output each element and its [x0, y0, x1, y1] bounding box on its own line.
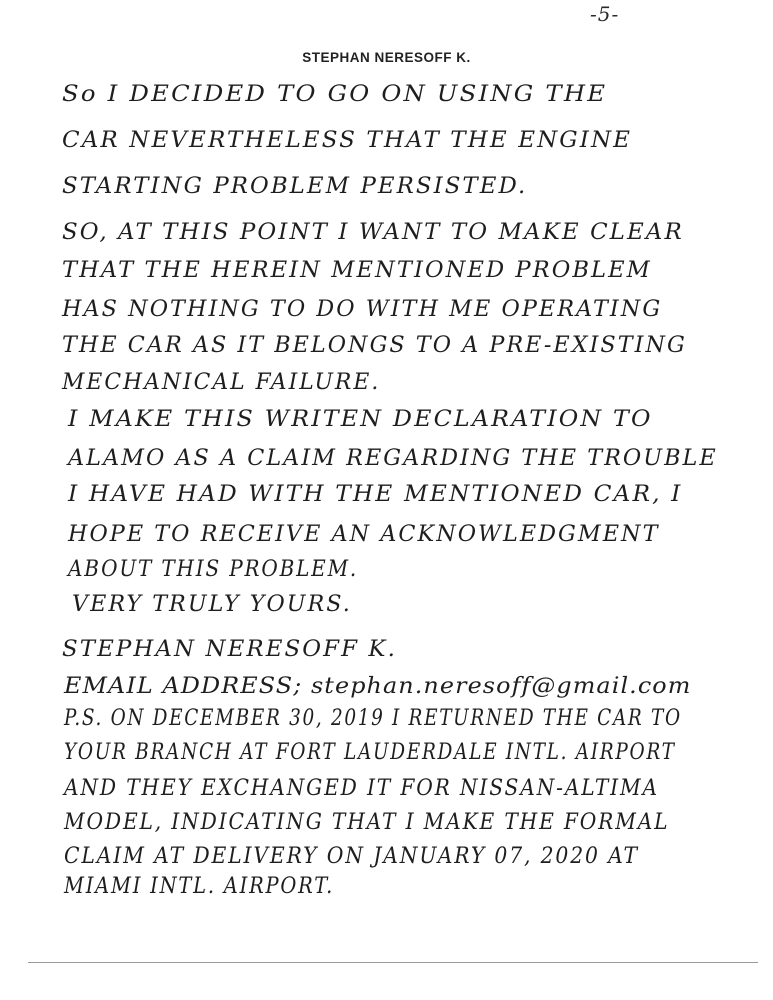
- handwritten-email-line: EMAIL ADDRESS; stephan.neresoff@gmail.com: [64, 674, 692, 699]
- handwritten-line-4: SO, AT THIS POINT I WANT TO MAKE CLEAR: [62, 220, 684, 245]
- handwritten-line-2: CAR NEVERTHELESS THAT THE ENGINE: [62, 128, 633, 153]
- letterhead-name: STEPHAN NERESOFF K.: [302, 50, 471, 65]
- handwritten-line-18: YOUR BRANCH AT FORT LAUDERDALE INTL. AIRPORT: [64, 740, 676, 765]
- handwritten-line-17: P.S. ON DECEMBER 30, 2019 I RETURNED THE CAR TO: [64, 706, 682, 731]
- handwritten-line-1: So I DECIDED TO GO ON USING THE: [62, 82, 608, 107]
- handwritten-line-7: THE CAR AS IT BELONGS TO A PRE-EXISTING: [62, 333, 687, 358]
- handwritten-line-19: AND THEY EXCHANGED IT FOR NISSAN-ALTIMA: [64, 776, 659, 801]
- handwritten-line-12: HOPE TO RECEIVE AN ACKNOWLEDGMENT: [68, 522, 660, 547]
- handwritten-line-14: VERY TRULY YOURS.: [72, 592, 352, 617]
- handwritten-line-10: ALAMO AS A CLAIM REGARDING THE TROUBLE: [68, 446, 718, 471]
- handwritten-line-11: I HAVE HAD WITH THE MENTIONED CAR, I: [68, 482, 683, 507]
- handwritten-line-13: ABOUT THIS PROBLEM.: [68, 557, 359, 582]
- page-number-mark: -5-: [590, 2, 620, 26]
- handwritten-line-15: STEPHAN NERESOFF K.: [62, 637, 397, 662]
- handwritten-line-6: HAS NOTHING TO DO WITH ME OPERATING: [62, 297, 663, 322]
- handwritten-line-5: THAT THE HEREIN MENTIONED PROBLEM: [62, 258, 652, 283]
- handwritten-line-9: I MAKE THIS WRITEN DECLARATION TO: [68, 407, 653, 432]
- handwritten-line-21: CLAIM AT DELIVERY ON JANUARY 07, 2020 AT: [64, 844, 639, 869]
- page-bottom-rule: [28, 962, 758, 963]
- handwritten-line-3: STARTING PROBLEM PERSISTED.: [62, 174, 528, 199]
- handwritten-line-22: MIAMI INTL. AIRPORT.: [64, 874, 335, 899]
- handwritten-line-20: MODEL, INDICATING THAT I MAKE THE FORMAL: [64, 810, 670, 835]
- handwritten-line-8: MECHANICAL FAILURE.: [62, 370, 381, 395]
